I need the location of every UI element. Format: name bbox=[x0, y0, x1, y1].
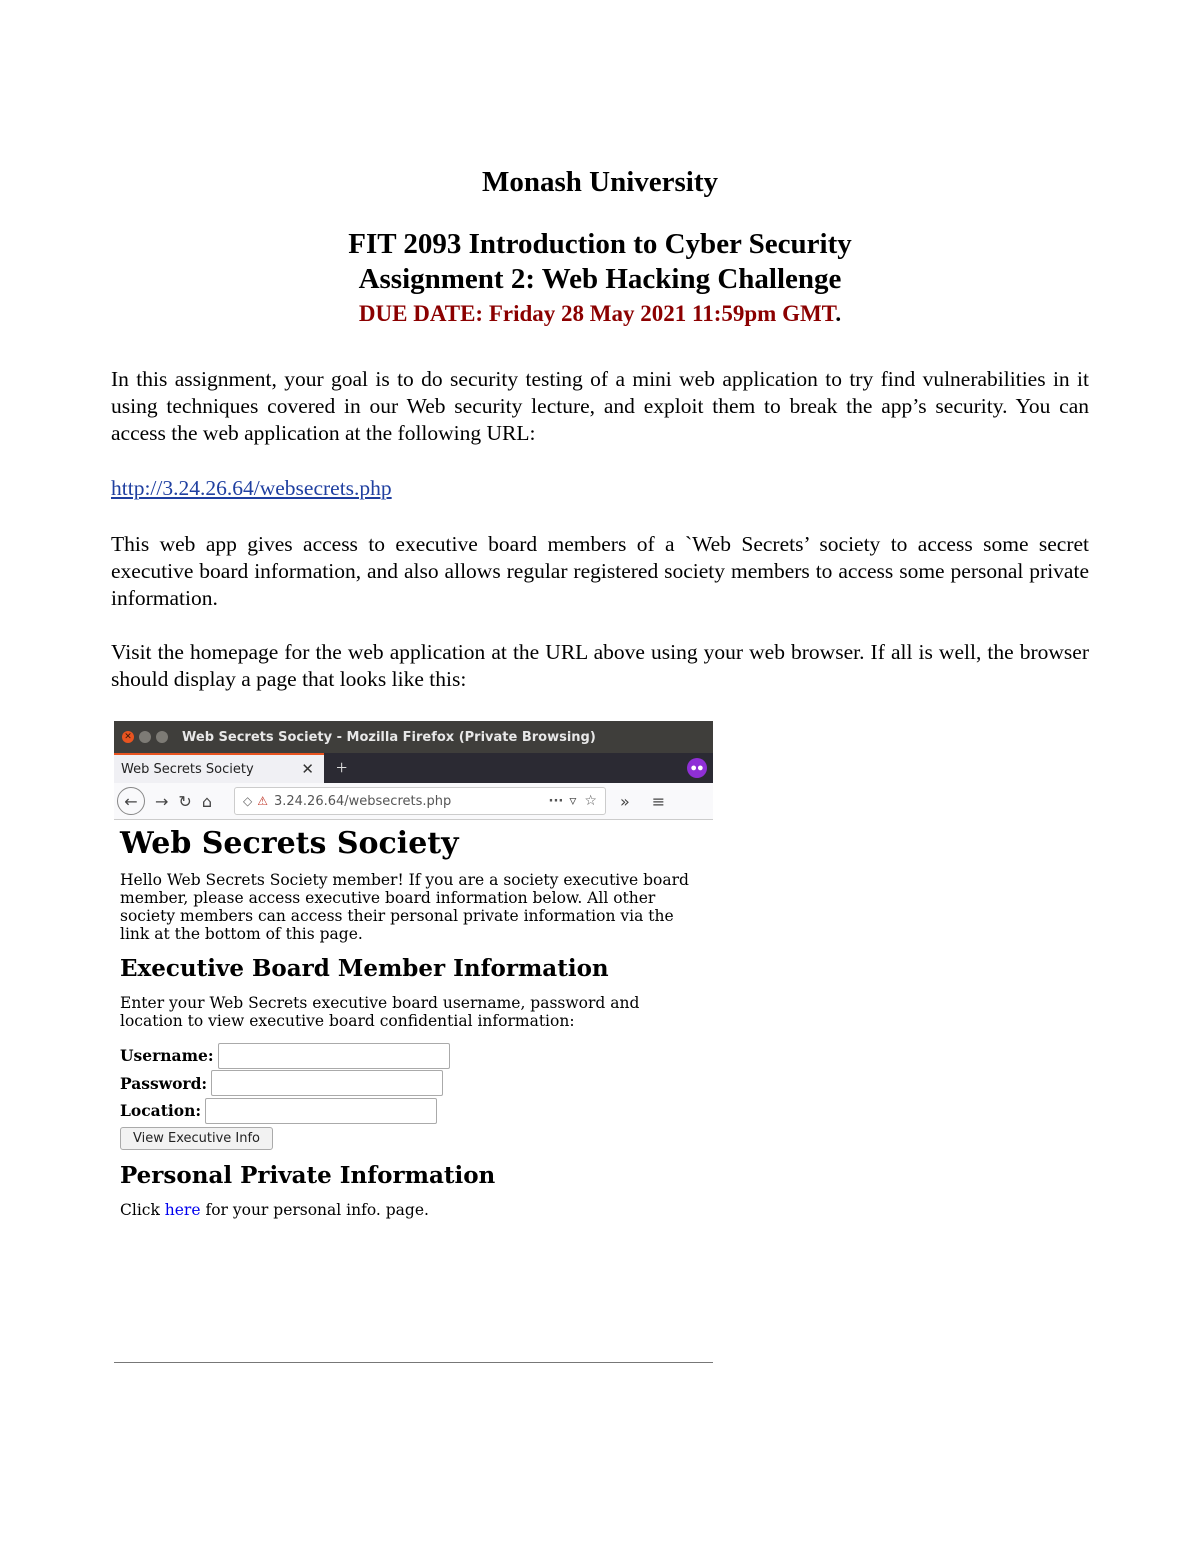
browser-tab[interactable] bbox=[114, 753, 324, 783]
shield-icon: ◇ bbox=[242, 794, 253, 808]
tab-label: Web Secrets Society bbox=[121, 761, 254, 777]
overflow-icon[interactable]: » bbox=[619, 791, 630, 811]
exec-instructions: Enter your Web Secrets executive board username, password and location to view executive board confidential information: bbox=[120, 994, 640, 1030]
location-input[interactable] bbox=[205, 1098, 437, 1124]
description-paragraph: This web app gives access to executive board members of a `Web Secrets’ society to access some secret executive board information, and also allows regular registered society members to access some personal private information. bbox=[111, 532, 1089, 610]
divider-line bbox=[114, 1362, 713, 1363]
username-label: Username: bbox=[120, 1046, 214, 1066]
close-icon[interactable]: ✕ bbox=[122, 731, 134, 743]
course-title: FIT 2093 Introduction to Cyber Security bbox=[348, 228, 852, 260]
assignment-title: Assignment 2: Web Hacking Challenge bbox=[358, 263, 842, 295]
location-row bbox=[120, 1097, 707, 1125]
browser-screenshot bbox=[114, 721, 713, 1265]
site-intro: Hello Web Secrets Society member! If you are a society executive board member, please access executive board information below. All other society members can access their personal private information via the link at the bottom of this page. bbox=[120, 871, 689, 943]
password-row bbox=[120, 1070, 707, 1098]
address-text: 3.24.26.64/websecrets.php bbox=[273, 793, 452, 809]
insecure-lock-icon: ⚠ bbox=[257, 794, 268, 808]
more-dots-icon[interactable]: ··· bbox=[548, 793, 564, 809]
window-titlebar bbox=[114, 721, 713, 753]
password-input[interactable] bbox=[211, 1070, 443, 1096]
personal-info-text bbox=[120, 1201, 707, 1219]
maximize-icon[interactable] bbox=[156, 731, 168, 743]
site-heading: Web Secrets Society bbox=[120, 826, 459, 861]
due-date-period: . bbox=[835, 301, 842, 326]
view-executive-info-button[interactable]: View Executive Info bbox=[120, 1127, 273, 1150]
web-page-content bbox=[114, 826, 713, 1219]
personal-heading: Personal Private Information bbox=[120, 1161, 496, 1189]
reload-icon[interactable]: ↻ bbox=[178, 791, 192, 811]
intro-paragraph: In this assignment, your goal is to do security testing of a mini web application to try find vulnerabilities in it using techniques covered in our Web security lecture, and exploit them to break the app’s security. You can access the web application at the following URL: bbox=[111, 367, 1089, 445]
tab-bar bbox=[114, 753, 713, 783]
minimize-icon[interactable] bbox=[139, 731, 151, 743]
back-icon[interactable]: ← bbox=[117, 787, 145, 815]
home-icon[interactable]: ⌂ bbox=[201, 791, 212, 811]
new-tab-icon[interactable]: + bbox=[336, 756, 348, 779]
click-prefix: Click bbox=[120, 1200, 165, 1219]
menu-icon[interactable]: ≡ bbox=[651, 791, 666, 811]
star-icon[interactable]: ☆ bbox=[584, 793, 597, 809]
password-label: Password: bbox=[120, 1073, 208, 1093]
address-bar[interactable] bbox=[234, 787, 606, 815]
tab-close-icon[interactable]: ✕ bbox=[301, 760, 314, 778]
app-url bbox=[111, 476, 1089, 501]
due-date-text: DUE DATE: Friday 28 May 2021 11:59pm GMT bbox=[358, 301, 836, 326]
forward-icon[interactable]: → bbox=[155, 791, 169, 811]
click-suffix: for your personal info. page. bbox=[200, 1200, 429, 1219]
exec-heading: Executive Board Member Information bbox=[120, 955, 609, 982]
window-title: Web Secrets Society - Mozilla Firefox (Private Browsing) bbox=[182, 729, 596, 745]
username-input[interactable] bbox=[218, 1043, 450, 1069]
due-date bbox=[0, 301, 1200, 327]
location-label: Location: bbox=[120, 1101, 202, 1121]
navigation-bar bbox=[114, 783, 713, 820]
personal-info-link[interactable]: here bbox=[164, 1200, 201, 1219]
instructions-paragraph: Visit the homepage for the web application at the URL above using your web browser. If all is well, the browser should display a page that looks like this: bbox=[111, 640, 1089, 691]
app-url-link[interactable]: http://3.24.26.64/websecrets.php bbox=[111, 476, 392, 500]
private-mask-icon: ●● bbox=[687, 758, 707, 778]
username-row bbox=[120, 1042, 707, 1070]
pocket-icon[interactable]: ▿ bbox=[569, 793, 577, 809]
university-title: Monash University bbox=[481, 166, 719, 198]
